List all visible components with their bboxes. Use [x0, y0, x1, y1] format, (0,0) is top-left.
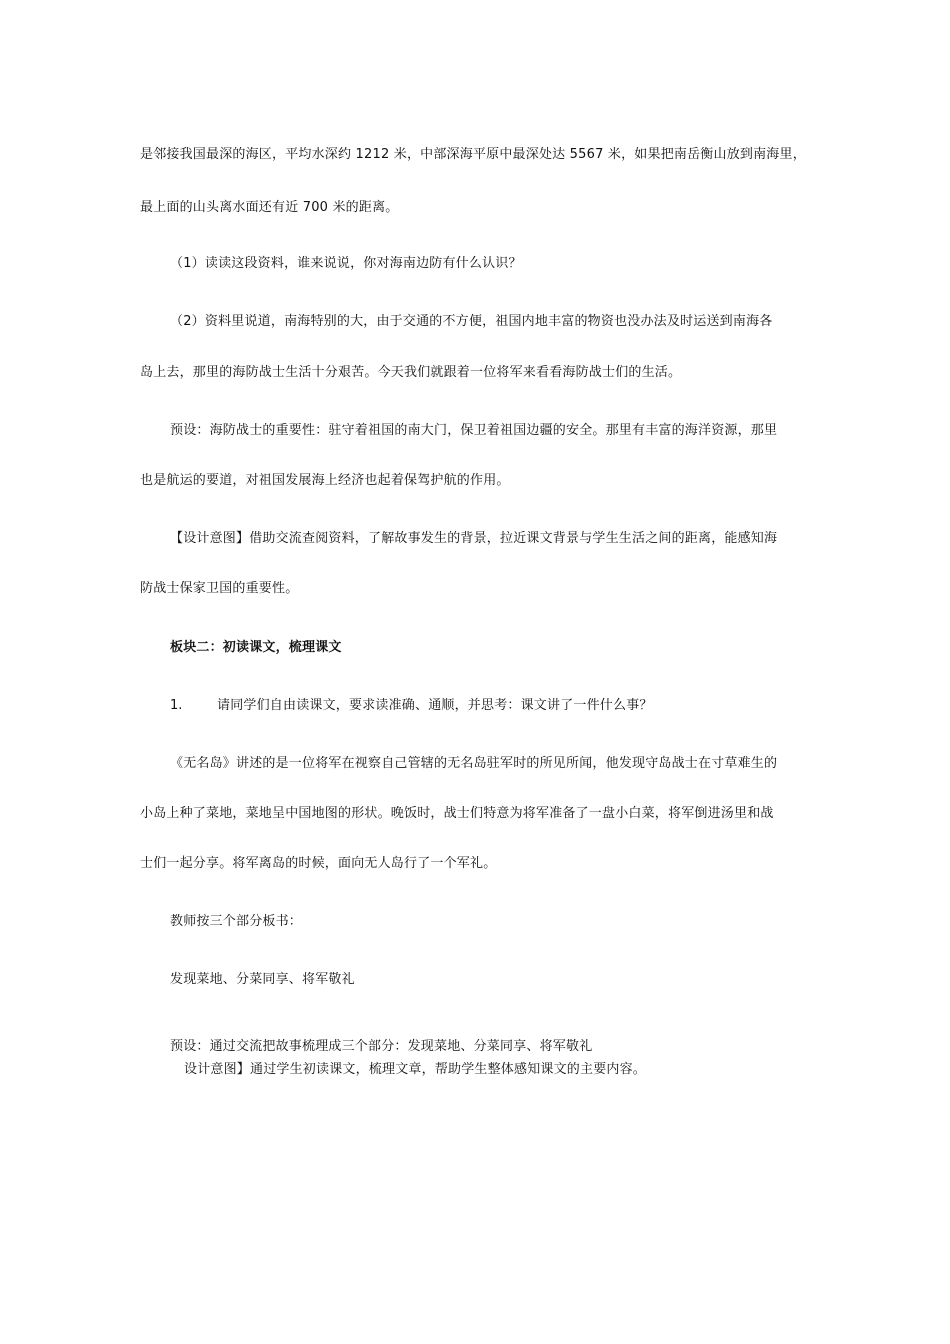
paragraph-line: 是邻接我国最深的海区，平均水深约 1212 米，中部深海平原中最深处达 5567 米，如果把南岳衡山放到南海里，	[140, 147, 806, 162]
question-2-line: 岛上去，那里的海防战士生活十分艰苦。今天我们就跟着一位将军来看看海防战士们的生活。	[140, 365, 682, 380]
summary-line: 《无名岛》讲述的是一位将军在视察自己管辖的无名岛驻军时的所见所闻，他发现守岛战士在寸草难生的	[170, 756, 778, 771]
preset-line: 也是航运的要道，对祖国发展海上经济也起着保驾护航的作用。	[140, 473, 510, 488]
list-item-number: 1.	[170, 698, 183, 713]
summary-line: 小岛上种了菜地，菜地呈中国地图的形状。晚饭时，战士们特意为将军准备了一盘小白菜，将军倒进汤里和战	[140, 806, 774, 821]
board-intro: 教师按三个部分板书：	[170, 914, 303, 929]
design-intent-line: 设计意图】通过学生初读课文，梳理文章，帮助学生整体感知课文的主要内容。	[184, 1062, 647, 1077]
summary-line: 士们一起分享。将军离岛的时候，面向无人岛行了一个军礼。	[140, 856, 497, 871]
question-1: （1）读读这段资料，谁来说说，你对海南边防有什么认识？	[170, 256, 522, 271]
design-intent-line: 【设计意图】借助交流查阅资料，了解故事发生的背景，拉近课文背景与学生生活之间的距离，能感知海	[170, 531, 778, 546]
design-intent-line: 防战士保家卫国的重要性。	[140, 581, 299, 596]
list-item-text: 请同学们自由读课文，要求读准确、通顺，并思考：课文讲了一件什么事？	[217, 698, 653, 713]
preset-line: 预设：通过交流把故事梳理成三个部分：发现菜地、分菜同享、将军敬礼	[170, 1039, 593, 1054]
board-content: 发现菜地、分菜同享、将军敬礼	[170, 972, 355, 987]
paragraph-line: 最上面的山头离水面还有近 700 米的距离。	[140, 200, 399, 215]
section-heading: 板块二：初读课文，梳理课文	[170, 640, 342, 655]
preset-line: 预设：海防战士的重要性：驻守着祖国的南大门，保卫着祖国边疆的安全。那里有丰富的海洋资源，那里	[170, 423, 778, 438]
question-2-line: （2）资料里说道，南海特别的大，由于交通的不方便，祖国内地丰富的物资也没办法及时运送到南海各	[170, 314, 773, 329]
